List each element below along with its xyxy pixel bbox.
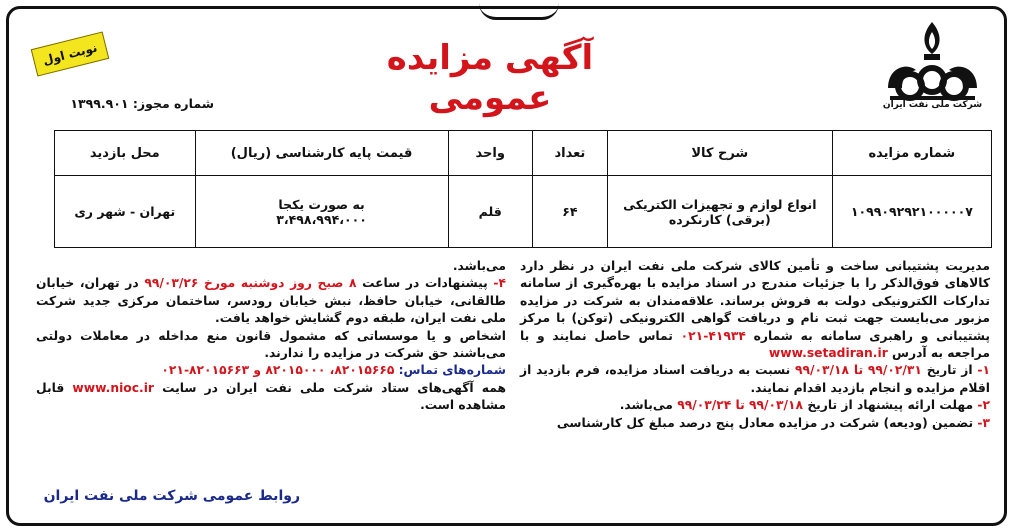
intro-text: مدیریت پشتیبانی ساخت و تأمین کالای شرکت ملی نفت ایران در نظر دارد کالاهای فوق‌الذکر را با جزئیات مندرج در اسناد مزایده با بهره‌گیری از سامانه تدارکات الکترونیکی دولت به فروش برساند. علاقه‌مندان به شرکت در مزایده مزبور می‌بایست جهت ثبت نام و دریافت گواهی الکترونیکی (توکن) با مرکز پشتیبانی و راهبری سامانه به شماره [520,259,991,343]
nioc-link[interactable]: www.nioc.ir [72,380,154,395]
contact-label: شماره‌های تماس: [398,363,506,378]
price-value: ۳،۴۹۸،۹۹۴،۰۰۰ [276,211,367,227]
support-phone: ۴۱۹۳۴-۰۲۱ [680,328,746,343]
item-4-time: ۸ صبح روز دوشنبه مورخ ۹۹/۰۳/۲۶ [144,276,357,291]
intro-paragraph [520,258,990,362]
item-1-number: ۱- [977,363,990,378]
item-2-text: مهلت ارائه پیشنهاد از تاریخ [807,398,974,413]
page-title: آگهی مزایده عمومی [386,38,594,118]
left-text-column [36,258,506,415]
setadiran-link[interactable]: www.setadiran.ir [768,346,888,361]
col-header-description: شرح کالا [607,131,832,176]
item-4 [36,275,506,327]
exclusion-note: اشخاص و یا موسساتی که مشمول قانون منع مداخله در معاملات دولتی می‌باشند حق شرکت در مزایده را ندارند. [36,328,506,361]
item-3-continuation: می‌باشد. [452,259,506,273]
col-header-price: قیمت پایه کارشناسی (ریال) [195,131,448,176]
ads-note [36,380,506,415]
cell-quantity: ۶۴ [532,176,607,248]
col-header-quantity: تعداد [532,131,607,176]
cell-price [195,176,448,248]
badge-label: نوبت اول [41,40,99,68]
cell-location: تهران - شهر ری [55,176,196,248]
contact-numbers: ۸۲۰۱۵۶۶۵، ۸۲۰۱۵۰۰۰ و ۸۲۰۱۵۶۶۳-۰۲۱ [161,363,395,378]
item-1-text: از تاریخ [926,363,973,378]
item-4-number: ۴- [493,276,507,291]
item-3-number: ۳- [977,415,990,430]
item-2 [520,397,990,414]
item-1 [520,362,990,397]
item-4-text-2: در تهران، خیابان طالقانی، خیابان حافظ، نبش خیابان رودسر، ساختمان مرکزی جدید شرکت ملی نفت ایران، طبقه دوم گشایش خواهد یافت. [36,276,506,326]
item-3 [520,415,990,432]
contact-line [36,362,506,379]
cell-unit: قلم [448,176,532,248]
auction-table [54,130,992,248]
item-2-text-2: می‌باشد. [619,398,673,413]
frame-top-ornament [479,3,559,20]
cell-description: انواع لوازم و تجهیزات الکتریکی (برقی) کارنکرده [607,176,832,248]
item-1-text-2: نسبت به دریافت اسناد مزایده، فرم بازدید از اقلام مزایده و انجام بازدید اقدام نمایند. [520,363,990,395]
logo-caption: شرکت ملی نفت ایران [882,100,983,110]
table-header-row [55,131,992,176]
ads-text: همه آگهی‌های ستاد شرکت ملی نفت ایران در سایت [162,380,506,395]
item-4-text: پیشنهادات در ساعت [362,276,488,291]
price-mode: به صورت یکجا [278,196,365,212]
col-header-unit: واحد [448,131,532,176]
cell-number: ۱۰۹۹۰۹۲۹۲۱۰۰۰۰۰۷ [832,176,991,248]
right-text-column [520,258,990,432]
nioc-logo-icon [880,18,985,113]
col-header-location: محل بازدید [55,131,196,176]
item-1-dates: ۹۹/۰۲/۳۱ تا ۹۹/۰۳/۱۸ [795,363,922,378]
public-relations-signature: روابط عمومی شرکت ملی نفت ایران [43,488,300,504]
item-2-number: ۲- [977,398,990,413]
item-2-dates: ۹۹/۰۳/۱۸ تا ۹۹/۰۳/۲۴ [677,398,804,413]
intro-text-2: تماس حاصل نمایند و با مراجعه به آدرس [520,328,990,361]
item-3-text: تضمین (ودیعه) شرکت در مزایده معادل پنج درصد مبلغ کل کارشناسی [556,415,974,430]
ads-text-2: قابل مشاهده است. [36,380,506,413]
col-header-number: شماره مزایده [832,131,991,176]
table-row [55,176,992,248]
permit-number: شماره مجوز: ۱۳۹۹.۹۰۱ [70,96,214,111]
